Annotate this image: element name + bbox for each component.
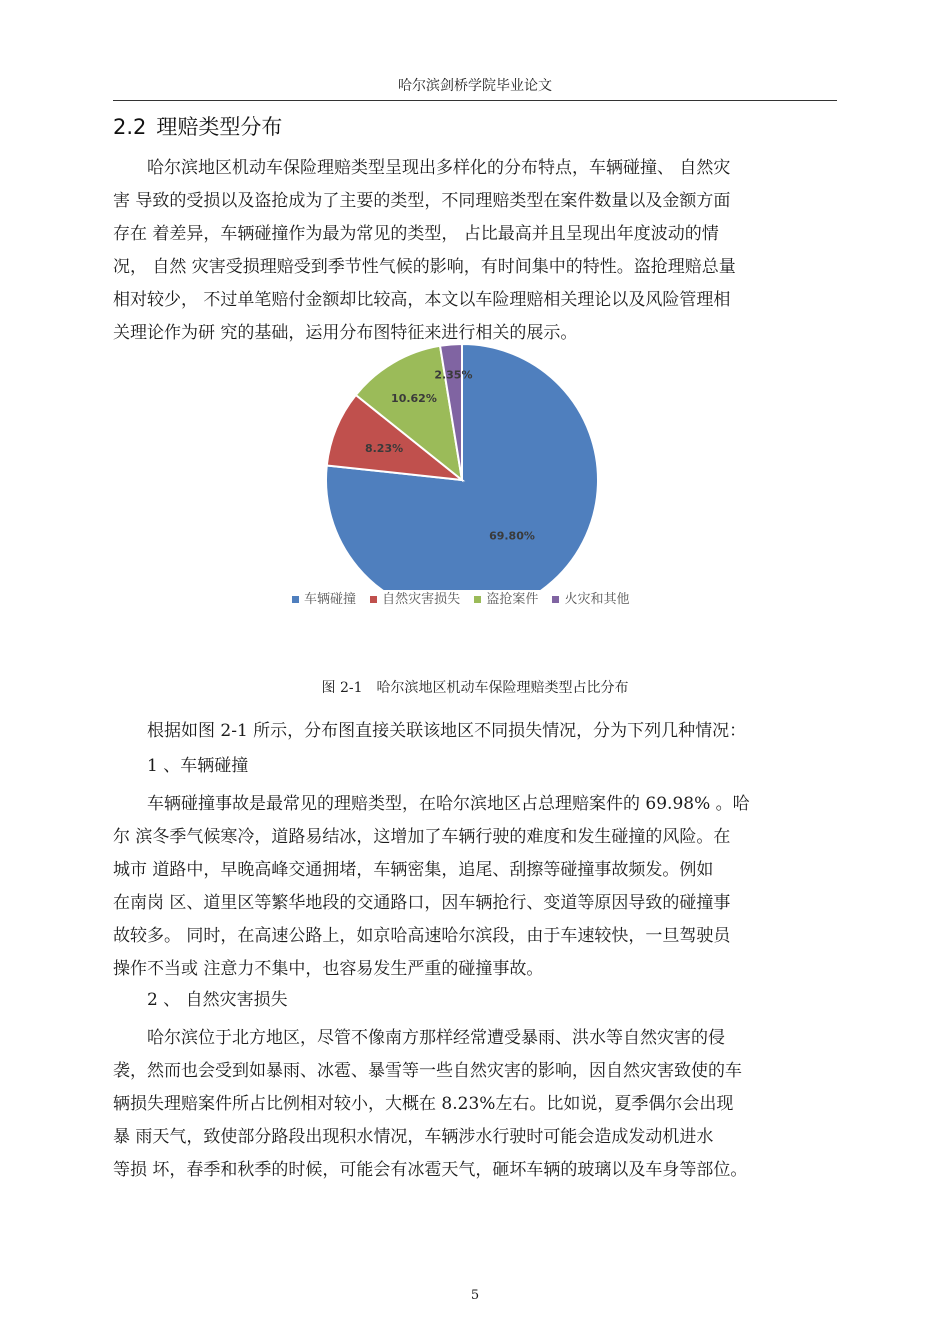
legend-item-theft — [474, 592, 538, 607]
section-title: 理赔类型分布 — [156, 115, 283, 139]
text-line: 相对较少， 不过单笔赔付金额却比较高，本文以车险理赔相关理论以及风险管理相 — [113, 290, 731, 310]
text-line: 操作不当或 注意力不集中，也容易发生严重的碰撞事故。 — [113, 959, 544, 979]
legend-swatch — [370, 596, 377, 603]
text-line: 害 导致的受损以及盗抢成为了主要的类型，不同理赔类型在案件数量以及金额方面 — [113, 191, 731, 211]
page-header — [113, 72, 837, 101]
pie-label-natural-disaster: 8.23% — [364, 441, 404, 455]
legend-label: 火灾和其他 — [564, 592, 630, 607]
page-number: 5 — [470, 1288, 480, 1303]
figure-caption-text: 哈尔滨地区机动车保险理赔类型占比分布 — [376, 680, 629, 696]
item1-heading: 1 、车辆碰撞 — [147, 756, 249, 776]
legend-label: 车辆碰撞 — [304, 592, 357, 607]
legend-label: 盗抢案件 — [486, 592, 539, 607]
legend-swatch — [474, 596, 481, 603]
item2-paragraph — [113, 1022, 837, 1187]
text-line: 关理论作为研 究的基础，运用分布图特征来进行相关的展示。 — [113, 323, 578, 343]
lead-paragraph: 根据如图 2-1 所示，分布图直接关联该地区不同损失情况，分为下列几种情况： — [147, 721, 747, 741]
text-line: 在南岗 区、道里区等繁华地段的交通路口，因车辆抢行、变道等原因导致的碰撞事 — [113, 893, 731, 913]
section-heading — [113, 112, 282, 142]
figure-caption — [113, 677, 837, 699]
pie-label-fire-other: 2.35% — [434, 368, 473, 382]
text-line: 尔 滨冬季气候寒冷，道路易结冰，这增加了车辆行驶的难度和发生碰撞的风险。在 — [113, 827, 731, 847]
legend-label: 自然灾害损失 — [382, 592, 461, 607]
legend-swatch — [552, 596, 559, 603]
section-number: 2.2 — [113, 115, 147, 139]
text-line: 城市 道路中，早晚高峰交通拥堵，车辆密集，追尾、刮擦等碰撞事故频发。例如 — [113, 860, 714, 880]
text-line: 暴 雨天气，致使部分路段出现积水情况，车辆涉水行驶时可能会造成发动机进水 — [113, 1127, 714, 1147]
pie-label-theft: 10.62% — [391, 391, 437, 405]
text-line: 等损 坏，春季和秋季的时候，可能会有冰雹天气，砸坏车辆的玻璃以及车身等部位。 — [113, 1160, 748, 1180]
legend-item-natural-disaster — [370, 592, 460, 607]
legend-item-fire-other — [552, 592, 629, 607]
pie-label-collision: 69.80% — [489, 529, 535, 543]
pie-chart-svg — [113, 330, 837, 590]
intro-paragraph — [113, 152, 837, 350]
text-line: 辆损失理赔案件所占比例相对较小，大概在 8.23%左右。比如说，夏季偶尔会出现 — [113, 1094, 734, 1114]
legend-swatch — [292, 596, 299, 603]
item2-heading: 2 、 自然灾害损失 — [147, 990, 288, 1010]
text-line: 袭，然而也会受到如暴雨、冰雹、暴雪等一些自然灾害的影响，因自然灾害致使的车 — [113, 1061, 742, 1081]
header-title: 哈尔滨剑桥学院毕业论文 — [398, 78, 552, 94]
text-line: 况， 自然 灾害受损理赔受到季节性气候的影响，有时间集中的特性。盗抢理赔总量 — [113, 257, 736, 277]
text-line: 哈尔滨地区机动车保险理赔类型呈现出多样化的分布特点，车辆碰撞、 自然灾 — [147, 158, 731, 178]
text-line: 车辆碰撞事故是最常见的理赔类型，在哈尔滨地区占总理赔案件的 69.98% 。哈 — [147, 794, 750, 814]
item1-paragraph — [113, 788, 837, 986]
text-line: 故较多。 同时，在高速公路上，如京哈高速哈尔滨段，由于车速较快，一旦驾驶员 — [113, 926, 731, 946]
legend-item-collision — [292, 592, 356, 607]
figure-number: 图 2-1 — [321, 680, 363, 696]
text-line: 哈尔滨位于北方地区，尽管不像南方那样经常遭受暴雨、洪水等自然灾害的侵 — [147, 1028, 725, 1048]
chart-legend — [292, 588, 639, 607]
text-line: 存在 着差异，车辆碰撞作为最为常见的类型， 占比最高并且呈现出年度波动的情 — [113, 224, 719, 244]
pie-chart — [113, 330, 837, 620]
